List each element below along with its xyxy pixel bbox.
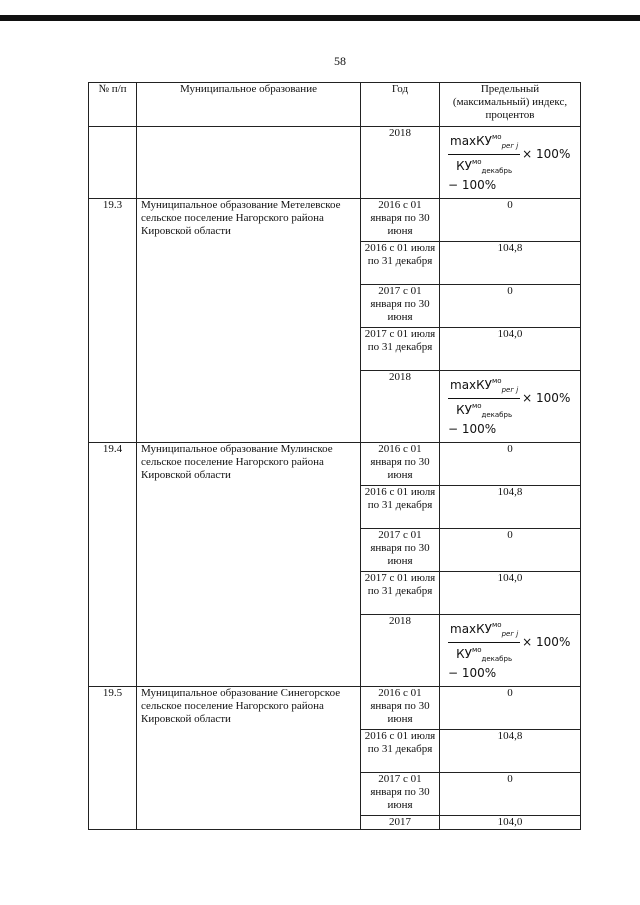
cell-index: 104,0 xyxy=(440,572,581,615)
cell-year: 2016 с 01 января по 30 июня xyxy=(361,199,440,242)
cell-year: 2016 с 01 июля по 31 декабря xyxy=(361,730,440,773)
formula-numerator xyxy=(448,131,520,155)
table-body xyxy=(89,127,581,830)
formula-sup2: мо xyxy=(471,646,482,654)
cell-year: 2016 с 01 января по 30 июня xyxy=(361,443,440,486)
formula-minus: − 100% xyxy=(448,666,497,680)
cell-num: 19.3 xyxy=(89,199,137,443)
cell-year: 2017 с 01 января по 30 июня xyxy=(361,529,440,572)
formula-fraction xyxy=(448,131,520,178)
formula-max: maxКУ xyxy=(450,134,492,148)
table-row xyxy=(89,199,581,242)
formula-fraction xyxy=(448,375,520,422)
cell-index: 0 xyxy=(440,199,581,242)
formula-max: maxКУ xyxy=(450,378,492,392)
index-formula xyxy=(448,619,578,680)
formula-sub2: декабрь xyxy=(481,655,513,663)
cell-year: 2016 с 01 июля по 31 декабря xyxy=(361,486,440,529)
cell-year: 2016 с 01 июля по 31 декабря xyxy=(361,242,440,285)
tariff-table xyxy=(88,82,581,830)
top-rule xyxy=(0,15,640,21)
cell-num xyxy=(89,127,137,199)
cell-index: 104,0 xyxy=(440,816,581,830)
formula-sup: мо xyxy=(491,621,502,629)
header-index: Предельный (максимальный) индекс, процентов xyxy=(440,83,581,127)
index-formula-cell xyxy=(440,371,581,443)
formula-ku: КУ xyxy=(456,159,472,173)
header-municipality: Муниципальное образование xyxy=(137,83,361,127)
formula-sub2: декабрь xyxy=(481,411,513,419)
formula-sub2: декабрь xyxy=(481,167,513,175)
cell-index: 0 xyxy=(440,773,581,816)
cell-year: 2017 с 01 января по 30 июня xyxy=(361,773,440,816)
formula-times: × 100% xyxy=(522,635,571,649)
formula-minus: − 100% xyxy=(448,422,497,436)
cell-year: 2017 с 01 июля по 31 декабря xyxy=(361,572,440,615)
page-number: 58 xyxy=(334,54,346,68)
table-row xyxy=(89,443,581,486)
formula-sup: мо xyxy=(491,377,502,385)
cell-index: 104,0 xyxy=(440,328,581,371)
formula-ku: КУ xyxy=(456,403,472,417)
cell-municipality: Муниципальное образование Мулинское сельское поселение Нагорского района Кировской области xyxy=(137,443,361,687)
cell-year: 2016 с 01 января по 30 июня xyxy=(361,687,440,730)
formula-ku: КУ xyxy=(456,647,472,661)
formula-sup2: мо xyxy=(471,402,482,410)
cell-num: 19.5 xyxy=(89,687,137,830)
formula-sub: рег j xyxy=(501,386,519,394)
formula-times: × 100% xyxy=(522,391,571,405)
formula-fraction xyxy=(448,619,520,666)
formula-sup: мо xyxy=(491,133,502,141)
formula-sup2: мо xyxy=(471,158,482,166)
cell-year: 2018 xyxy=(361,615,440,687)
formula-denominator xyxy=(448,643,520,666)
cell-index: 104,8 xyxy=(440,242,581,285)
cell-index: 104,8 xyxy=(440,730,581,773)
cell-year: 2017 с 01 июля по 31 декабря xyxy=(361,328,440,371)
formula-numerator xyxy=(448,375,520,399)
formula-times: × 100% xyxy=(522,147,571,161)
cell-year: 2018 xyxy=(361,371,440,443)
cell-index: 0 xyxy=(440,529,581,572)
formula-sub: рег j xyxy=(501,142,519,150)
index-formula-cell xyxy=(440,615,581,687)
header-num: № п/п xyxy=(89,83,137,127)
formula-minus: − 100% xyxy=(448,178,497,192)
cell-year: 2017 с 01 января по 30 июня xyxy=(361,285,440,328)
formula-numerator xyxy=(448,619,520,643)
formula-denominator xyxy=(448,399,520,422)
cell-index: 0 xyxy=(440,443,581,486)
header-year: Год xyxy=(361,83,440,127)
cell-year: 2017 xyxy=(361,816,440,830)
formula-denominator xyxy=(448,155,520,178)
cell-index: 0 xyxy=(440,285,581,328)
cell-municipality xyxy=(137,127,361,199)
cell-municipality: Муниципальное образование Синегорское сельское поселение Нагорского района Кировской области xyxy=(137,687,361,830)
formula-sub: рег j xyxy=(501,630,519,638)
index-formula xyxy=(448,131,578,192)
table-row xyxy=(89,127,581,199)
cell-index: 104,8 xyxy=(440,486,581,529)
formula-max: maxКУ xyxy=(450,622,492,636)
table-header-row xyxy=(89,83,581,127)
index-formula xyxy=(448,375,578,436)
table-row xyxy=(89,687,581,730)
cell-num: 19.4 xyxy=(89,443,137,687)
cell-municipality: Муниципальное образование Метелевское сельское поселение Нагорского района Кировской области xyxy=(137,199,361,443)
cell-year: 2018 xyxy=(361,127,440,199)
cell-index: 0 xyxy=(440,687,581,730)
index-formula-cell xyxy=(440,127,581,199)
